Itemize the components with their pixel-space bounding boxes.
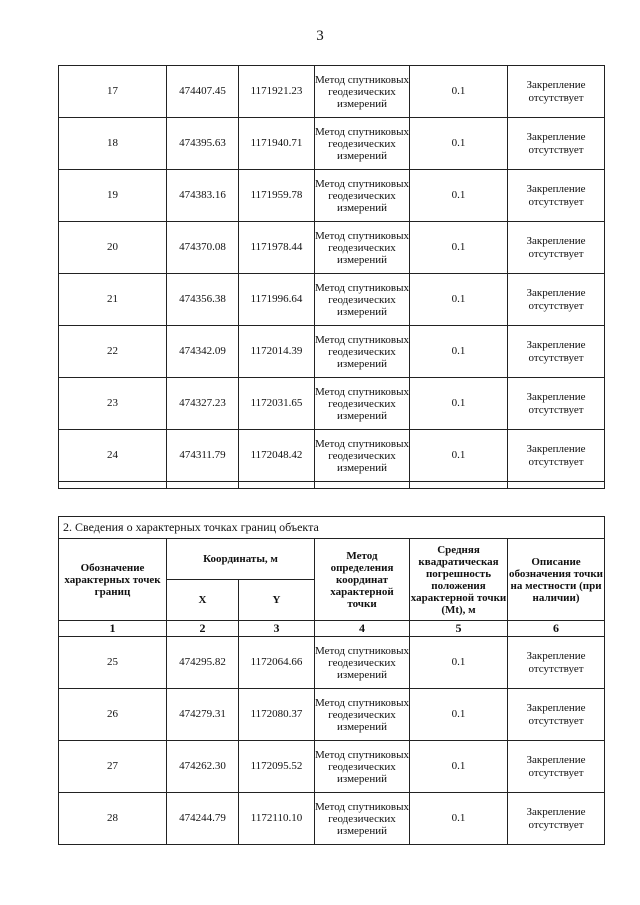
section-title: 2. Сведения о характерных точках границ объекта [59,517,605,539]
point-number-cell: 21 [59,274,167,326]
coord-x-cell: 474342.09 [167,326,239,378]
header-coordinates: Координаты, м [167,539,315,580]
point-number-cell: 19 [59,170,167,222]
point-number-cell: 17 [59,66,167,118]
coord-x-cell: 474279.31 [167,689,239,741]
coord-x-cell: 474311.79 [167,430,239,482]
accuracy-cell: 0.1 [410,430,508,482]
coord-y-cell: 1172014.39 [239,326,315,378]
description-cell: Закрепление отсутствует [508,637,605,689]
points-table-section-2 [58,516,605,845]
coord-y-cell: 1171921.23 [239,66,315,118]
accuracy-cell: 0.1 [410,222,508,274]
coord-x-cell: 474383.16 [167,170,239,222]
table-row [59,689,605,741]
method-cell: Метод спутниковых геодезических измерений [315,170,410,222]
description-cell: Закрепление отсутствует [508,430,605,482]
method-cell: Метод спутниковых геодезических измерений [315,118,410,170]
method-cell: Метод спутниковых геодезических измерений [315,689,410,741]
accuracy-cell: 0.1 [410,66,508,118]
point-number-cell: 18 [59,118,167,170]
description-cell: Закрепление отсутствует [508,274,605,326]
accuracy-cell: 0.1 [410,741,508,793]
empty-cell [167,482,239,489]
table-row [59,793,605,845]
point-number-cell: 22 [59,326,167,378]
accuracy-cell: 0.1 [410,793,508,845]
method-cell: Метод спутниковых геодезических измерений [315,793,410,845]
coord-x-cell: 474244.79 [167,793,239,845]
coord-y-cell: 1172048.42 [239,430,315,482]
description-cell: Закрепление отсутствует [508,66,605,118]
header-method: Метод определения координат характерной точки [315,539,410,621]
empty-cell [59,482,167,489]
col-number: 3 [239,621,315,637]
coord-y-cell: 1172095.52 [239,741,315,793]
coord-y-cell: 1172064.66 [239,637,315,689]
header-accuracy: Средняя квадратическая погрешность положения характерной точки (Mt), м [410,539,508,621]
description-cell: Закрепление отсутствует [508,326,605,378]
method-cell: Метод спутниковых геодезических измерений [315,637,410,689]
coord-x-cell: 474356.38 [167,274,239,326]
description-cell: Закрепление отсутствует [508,222,605,274]
point-number-cell: 27 [59,741,167,793]
col-number: 6 [508,621,605,637]
table-row [59,274,605,326]
method-cell: Метод спутниковых геодезических измерений [315,274,410,326]
point-number-cell: 24 [59,430,167,482]
table-row [59,66,605,118]
accuracy-cell: 0.1 [410,118,508,170]
coord-y-cell: 1172080.37 [239,689,315,741]
coord-y-cell: 1172031.65 [239,378,315,430]
accuracy-cell: 0.1 [410,274,508,326]
point-number-cell: 26 [59,689,167,741]
point-number-cell: 28 [59,793,167,845]
col-number: 2 [167,621,239,637]
accuracy-cell: 0.1 [410,326,508,378]
empty-row [59,482,605,489]
description-cell: Закрепление отсутствует [508,170,605,222]
col-number: 4 [315,621,410,637]
accuracy-cell: 0.1 [410,378,508,430]
table-row [59,637,605,689]
table-row [59,222,605,274]
table-row [59,326,605,378]
method-cell: Метод спутниковых геодезических измерений [315,378,410,430]
col-number: 5 [410,621,508,637]
coord-y-cell: 1171959.78 [239,170,315,222]
coord-y-cell: 1172110.10 [239,793,315,845]
method-cell: Метод спутниковых геодезических измерений [315,222,410,274]
empty-cell [315,482,410,489]
page-number: 3 [316,28,324,44]
coord-x-cell: 474395.63 [167,118,239,170]
coord-x-cell: 474295.82 [167,637,239,689]
table-row [59,741,605,793]
description-cell: Закрепление отсутствует [508,793,605,845]
method-cell: Метод спутниковых геодезических измерений [315,326,410,378]
coord-y-cell: 1171978.44 [239,222,315,274]
table-row [59,378,605,430]
description-cell: Закрепление отсутствует [508,741,605,793]
point-number-cell: 23 [59,378,167,430]
description-cell: Закрепление отсутствует [508,689,605,741]
description-cell: Закрепление отсутствует [508,378,605,430]
accuracy-cell: 0.1 [410,637,508,689]
point-number-cell: 20 [59,222,167,274]
empty-cell [508,482,605,489]
col-number: 1 [59,621,167,637]
coord-y-cell: 1171996.64 [239,274,315,326]
table-row [59,170,605,222]
table-row [59,118,605,170]
method-cell: Метод спутниковых геодезических измерений [315,430,410,482]
description-cell: Закрепление отсутствует [508,118,605,170]
points-table-continued [58,65,605,489]
coord-x-cell: 474262.30 [167,741,239,793]
accuracy-cell: 0.1 [410,689,508,741]
point-number-cell: 25 [59,637,167,689]
coord-y-cell: 1171940.71 [239,118,315,170]
empty-cell [239,482,315,489]
coord-x-cell: 474407.45 [167,66,239,118]
header-designation: Обозначение характерных точек границ [59,539,167,621]
accuracy-cell: 0.1 [410,170,508,222]
coord-x-cell: 474327.23 [167,378,239,430]
method-cell: Метод спутниковых геодезических измерений [315,66,410,118]
header-description: Описание обозначения точки на местности (при наличии) [508,539,605,621]
header-y: Y [239,580,315,621]
method-cell: Метод спутниковых геодезических измерений [315,741,410,793]
coord-x-cell: 474370.08 [167,222,239,274]
header-x: X [167,580,239,621]
table-row [59,430,605,482]
empty-cell [410,482,508,489]
